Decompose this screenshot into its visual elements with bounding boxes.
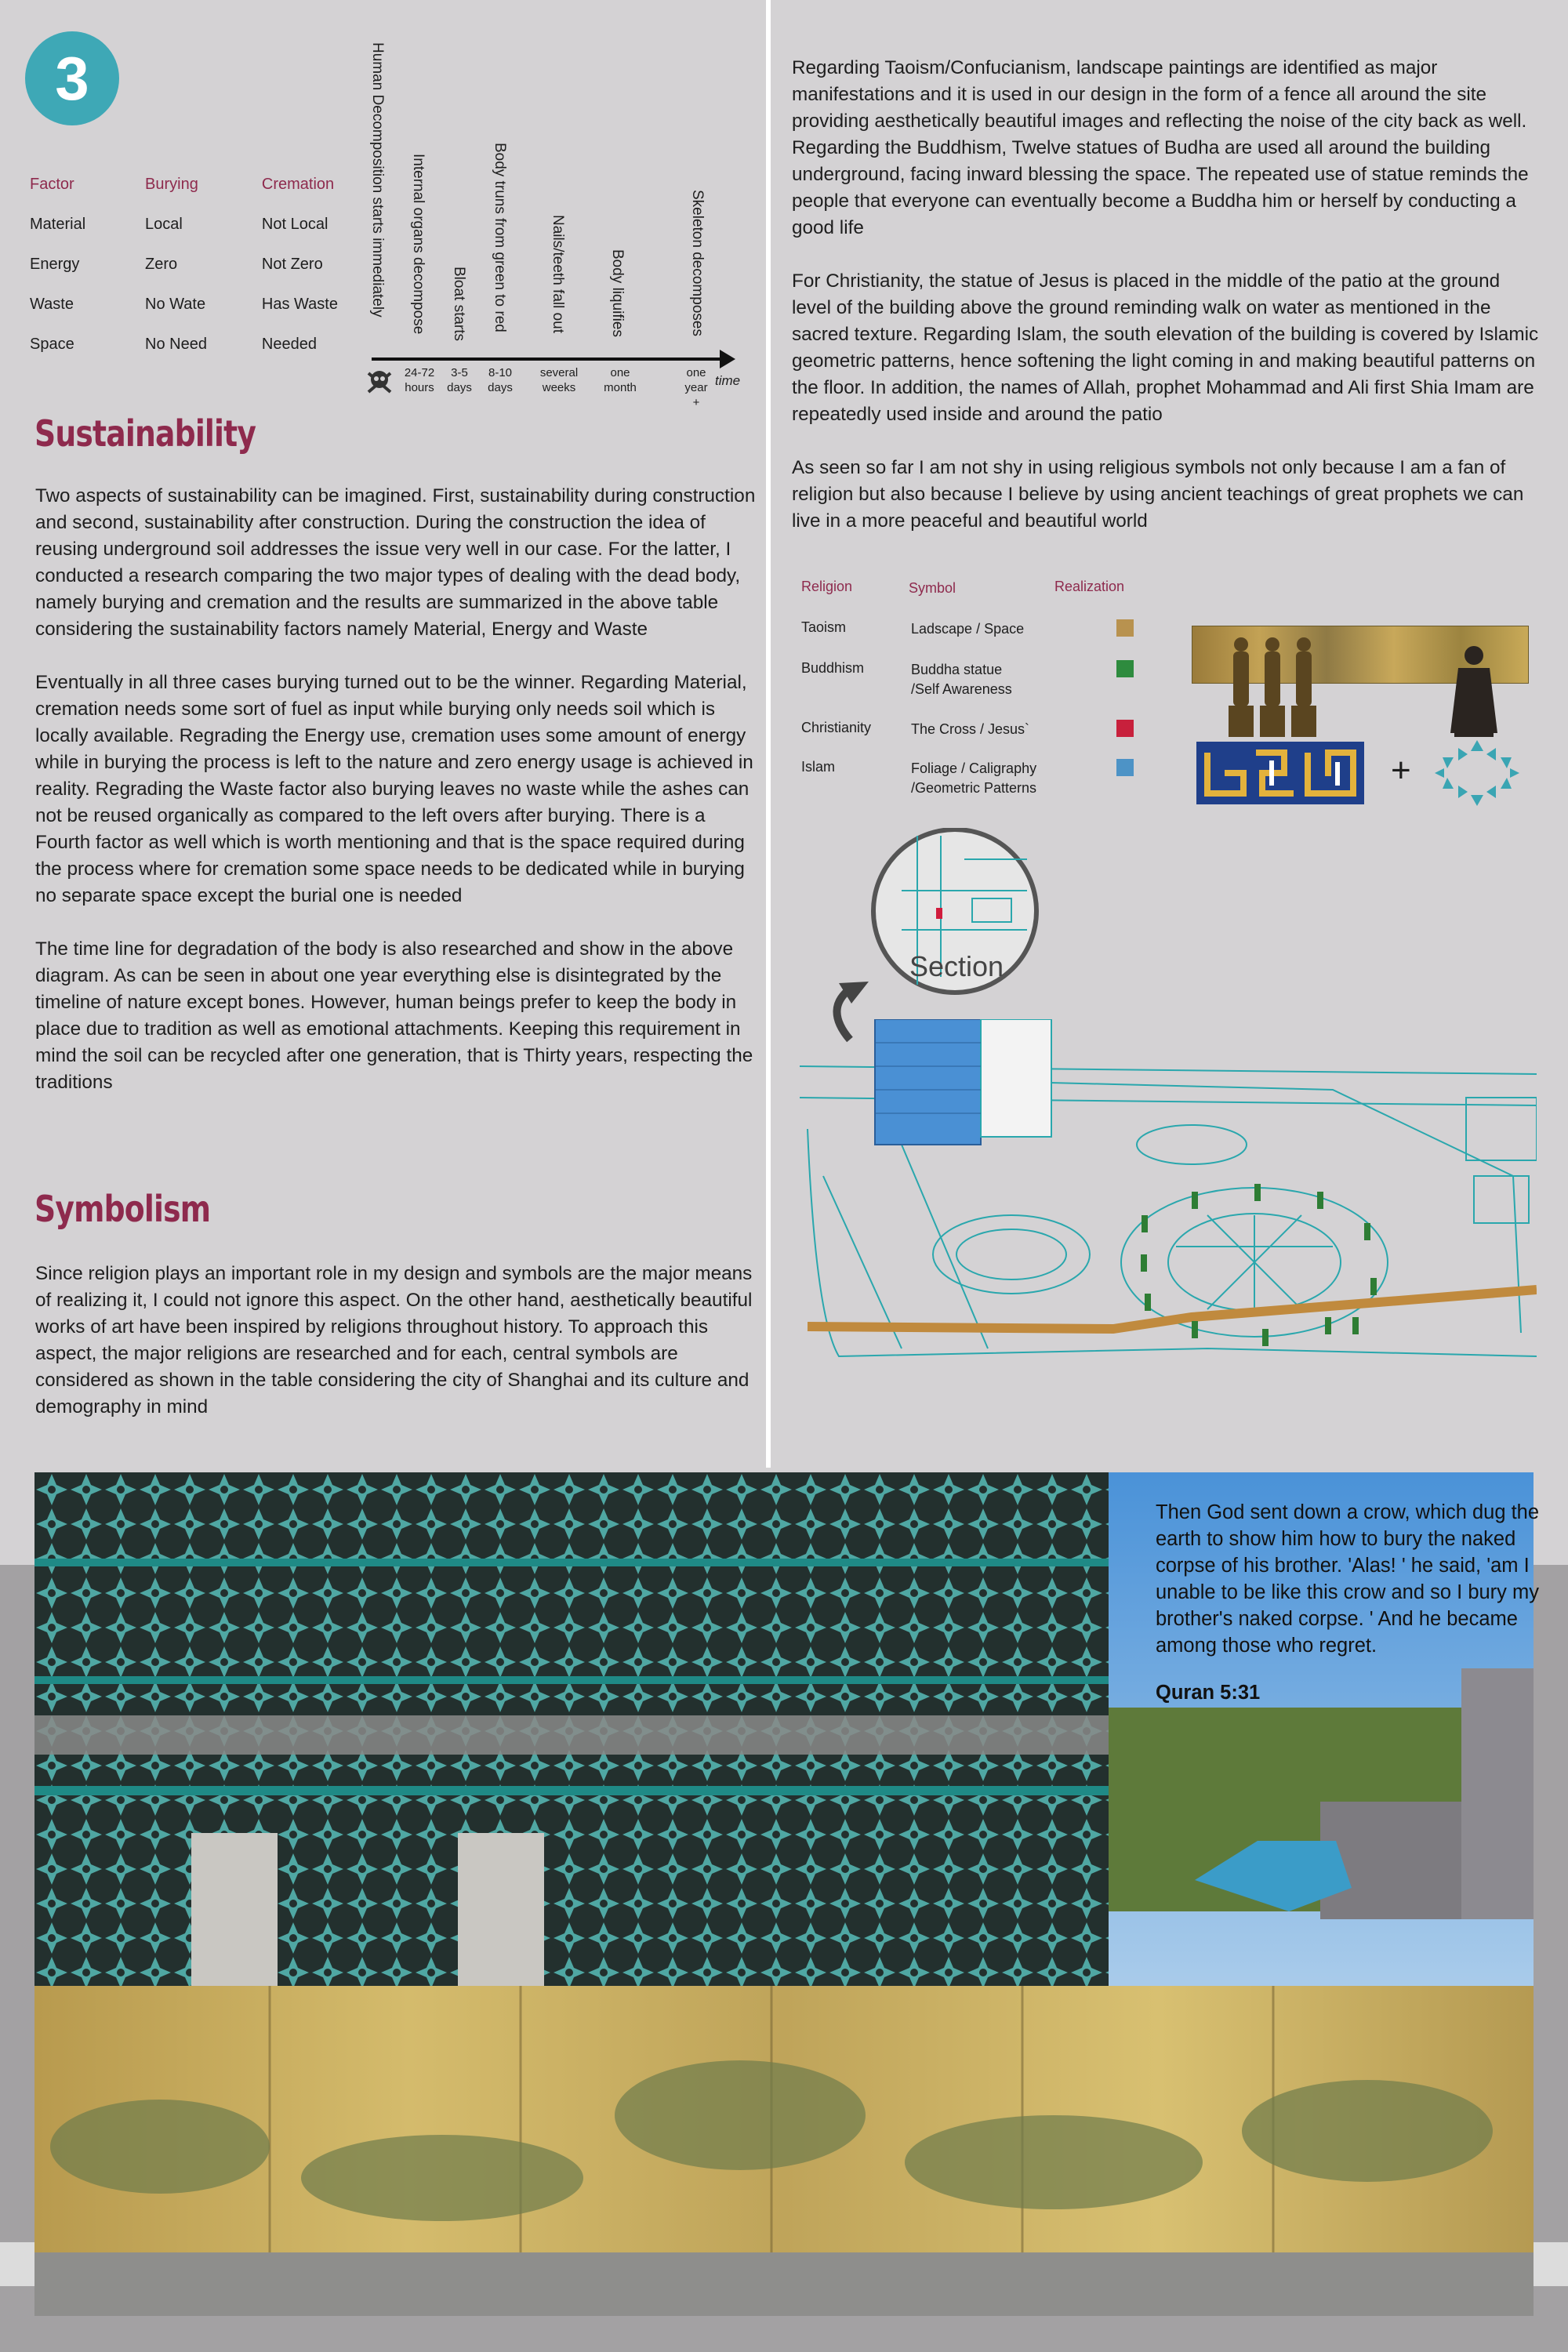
table-cell: Needed [261,336,317,353]
table-cell: Not Local [261,216,328,233]
kufic-calligraphy-icon [1196,742,1364,804]
table-cell: Not Zero [261,256,323,273]
quote-text: Then God sent down a crow, which dug the earth to show him how to bury the naked corpse of his brother. 'Alas! ' he said, 'am I unable to be like this crow and so I bury my brother's naked corpse. ' And he became among those who regret. [1156,1501,1540,1657]
table-cell: No Need [145,336,207,353]
symbolism-heading: Symbolism [34,1188,211,1230]
statues-illustration [1219,627,1517,745]
jesus-statue-icon [1450,646,1497,737]
paragraph: Two aspects of sustainability can be imagined. First, sustainability during construction and second, sustainability after construction. During the construction the idea of reusing underground soil addresses the issue very well in our case. For the latter, I conducted a research comparing the two major types of dealing with the dead body, namely burying and cremation and the results are summarized in the above table considering the sustainability factors namely Material, Energy and Waste [35,485,756,640]
tower-block [875,1019,1051,1145]
sustainability-text [35,483,760,1123]
quote-reference: Quran 5:31 [1156,1682,1261,1704]
header-cell: Realization [1054,579,1125,594]
sustainability-heading: Sustainability [34,412,256,455]
timeline-stage: Human Decomposition starts immediately [369,42,386,318]
timeline-time-label: one year + [684,366,708,409]
timeline-stage: Nails/teeth fall out [550,215,566,334]
timeline-stage: Bloat starts [451,267,467,342]
color-swatch [1116,660,1134,677]
retaining-wall [34,2252,1534,2316]
paragraph: For Christianity, the statue of Jesus is placed in the middle of the patio at the ground level of the building above the ground reminding walk on water as mentioned in the sacred texture. Regarding Islam, the south elevation of the building is covered by Islamic geometric patterns, hence softening the light coming in and making beautiful patterns on the floor. In addition, the names of Allah, prophet Mohammad and Ali first Shia Imam are repeatedly used inside and around the patio [792,270,1539,425]
paragraph: Since religion plays an important role in my design and symbols are the major means of realizing it, I could not ignore this aspect. On the other hand, aesthetically beautiful works of art have been inspired by religions throughout history. To approach this aspect, the major religions are researched and for each, central symbols are considered as shown in the table considering the city of Shanghai and its culture and demography in mind [35,1263,753,1417]
religion-name: Islam [801,759,836,775]
table-cell: No Wate [145,296,206,313]
color-swatch [1116,619,1134,637]
site-plan-drawing [784,1019,1537,1427]
table-cell: Zero [145,256,178,273]
religion-name: Taoism [801,619,847,635]
table-cell: Local [145,216,183,233]
table-cell: Waste [30,296,74,313]
timeline-stage: Body liquifies [609,249,626,337]
table-row [801,759,1162,806]
entrance-column [458,1833,544,2005]
table-row [801,660,1162,720]
timeline-stage: Skeleton decomposes [689,190,706,336]
skull-crossbones-icon [368,371,390,392]
header-cell: Burying [145,176,198,193]
geometric-pattern-icon [1432,737,1523,809]
color-swatch [1116,720,1134,737]
timeline-time-label: 3-5 days [447,366,472,394]
timeline-time-label: 8-10 days [488,366,513,394]
entrance-column [191,1833,278,2005]
header-cell: Factor [30,176,74,193]
quran-quote [1156,1499,1540,1706]
paragraph: Regarding Taoism/Confucianism, landscape paintings are identified as major manifestations and it is used in our design in the form of a fence all around the site providing aesthetically beautiful images and reflecting the noise of the city back as well. Regarding the Buddhism, Twelve statues of Budha are used all around the building underground, facing inward blessing the space. The repeated use of statue reminds the people that everyone can eventually become a Buddha him or herself by conducting a good life [792,57,1529,238]
landscape-fence [808,1290,1537,1329]
paragraph: As seen so far I am not shy in using religious symbols not only because I am a fan of religion but also because I believe by using ancient teachings of great prophets we can live in a more peaceful and beautiful world [792,457,1524,532]
table-cell: Space [30,336,74,353]
religion-name: Christianity [801,720,872,735]
header-cell: Cremation [261,176,335,193]
timeline-stage: Internal organs decompose [410,154,426,335]
paragraph: Eventually in all three cases burying turned out to be the winner. Regarding Material, cremation needs some sort of fuel as input while burying only needs soil which is locally available. Regrading the Energy use, cremation uses some amount of energy while in burying the process is left to the nature and zero energy usage is achieved in reality. Regrading the Waste factor also burying leaves no waste while the ashes can not be reused organically as compared to the left overs after burying. There is a Fourth factor as well which is worth mentioning and that is the space required during the process where for cremation some space needs to be dedicated while in burying no separate space except the burial one is needed [35,672,753,906]
timeline-axis-label: time [715,373,741,388]
religion-symbol: The Cross / Jesus` [911,721,1030,737]
religion-symbol: Foliage / Caligraphy /Geometric Patterns [911,760,1037,796]
timeline-time-label: several weeks [539,366,579,394]
header-cell: Religion [801,579,853,594]
timeline-time-label: one month [604,366,637,394]
paragraph: The time line for degradation of the body is also researched and show in the above diagram. As can be seen in about one year everything else is disintegrated by the timeline of nature except bones. However, human beings prefer to keep the body in place due to tradition as well as emotional attachments. Keeping this requirement in mind the soil can be recycled after one generation, that is Thirty years, respecting the traditions [35,938,753,1093]
table-cell: Has Waste [261,296,338,313]
color-swatch [1116,759,1134,776]
religion-table-header [801,579,1162,619]
table-cell: Material [30,216,86,233]
table-row [801,720,1162,759]
religion-symbol-table [801,579,1162,806]
buddha-statue-icon [1229,637,1316,737]
religion-symbol: Buddha statue /Self Awareness [911,662,1012,697]
section-label: Section [909,950,1004,982]
decomposition-timeline [0,0,768,439]
plus-sign: + [1391,751,1411,789]
timeline-time-label: 24-72 hours [404,366,435,394]
header-cell: Symbol [909,580,956,596]
religion-symbol: Ladscape / Space [911,621,1025,637]
timeline-stage: Body truns from green to red [492,143,508,332]
religion-text [792,55,1541,561]
symbolism-text [35,1261,764,1447]
table-cell: Energy [30,256,80,273]
section-number-badge: 3 [25,31,119,125]
religion-name: Buddhism [801,660,865,676]
table-row [801,619,1162,660]
